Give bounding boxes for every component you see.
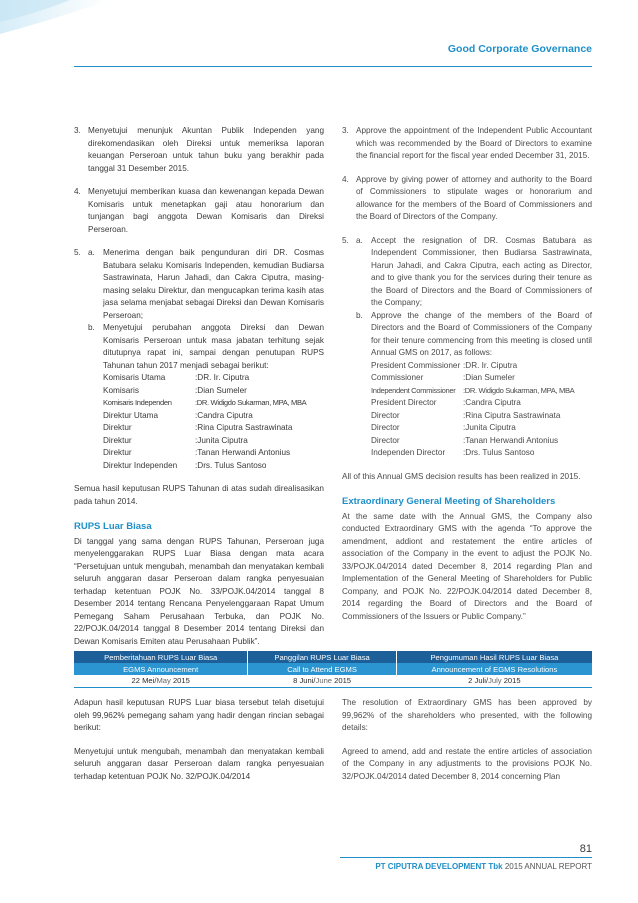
item-number: 3. [74,126,81,135]
date-month: Mei [142,676,155,686]
table-header-cell: Pengumuman Hasil RUPS Luar Biasa [396,651,592,663]
table-header-row [74,651,592,663]
company-name: PT CIPUTRA DEVELOPMENT Tbk [375,862,503,871]
left-column [74,125,324,648]
date-day: 8 [293,676,298,686]
roster-name: :Junita Ciputra [463,423,516,432]
roster-role: President Director [371,398,437,407]
sub-label: b. [356,310,363,320]
roster-name: :DR. Widigdo Sukarman, MPA, MBA [195,398,307,407]
roster-role: Independent Commissioner [371,385,456,395]
roster-role: Director [371,410,400,420]
roster-role: Direktur [103,423,132,432]
roster-row [103,435,324,448]
table-header-cell: Pemberitahuan RUPS Luar Biasa [74,651,248,663]
roster-role: Director [371,435,400,445]
sub-item-b [356,310,592,460]
roster-name: :Candra Ciputra [195,410,253,420]
resolution-detail: Agreed to amend, add and restate the entire articles of association of the Company in any adjustments to the provisions POJK No. 32/POJK.04/2014 dated December 8, 2014 concerning Plan [342,746,592,781]
sub-text: Approve the change of the members of the Board of Directors and the Board of Commissioners of the Company for their tenure commencing from this meeting is closed until Annual GMS on 2017, as follows: [371,310,592,357]
date-year: 2015 [334,676,352,686]
sub-text: Menyetujui perubahan anggota Direksi dan Dewan Komisaris Perseroan untuk masa jabatan terhitung sejak ditutupnya rapat ini, sampai dengan penutupan RUPS Tahunan tahun 2017 menjadi sebagai berikut: [103,323,324,370]
item-text: Menyetujui memberikan kuasa dan kewenangan kepada Dewan Komisaris untuk menetapkan gaji atau honorarium dan tunjangan bagi anggota Dewan Komisaris dan Direksi Perseroan. [88,187,324,234]
bottom-right-column [342,697,592,794]
date-year: 2015 [503,676,521,686]
roster-role: Direktur [103,448,132,457]
roster-name: :Rina Ciputra Sastrawinata [463,410,561,420]
list-item [74,125,324,175]
roster-name: :Drs. Tulus Santoso [195,460,267,470]
date-month: Juli [474,676,486,686]
table-cell: 8 Juni/June 2015 [248,675,396,687]
section-heading: Extraordinary General Meeting of Shareholders [342,496,556,507]
roster-role: Komisaris Independen [103,398,172,407]
roster-name: :Dian Sumeler [195,385,247,395]
roster-name: :DR. Ir. Ciputra [195,373,250,382]
roster-row [371,360,592,373]
roster-name: :Drs. Tulus Santoso [463,448,535,457]
table-header-cell: EGMS Announcement [74,663,248,675]
date-month: Juni [299,676,314,686]
item-number: 4. [342,174,349,184]
roster-role: Independen Director [371,448,446,457]
item-number: 4. [74,187,81,196]
date-day: 22 [131,676,140,686]
roster-name: :Dian Sumeler [463,373,515,382]
date-day: 2 [468,676,473,686]
roster-row [103,372,324,385]
table-cell: 22 Mei/May 2015 [74,675,248,687]
list-item [74,247,324,472]
table-header-row [74,663,592,675]
sub-label: a. [356,235,363,245]
table-header-cell: Announcement of EGMS Resolutions [396,663,592,675]
roster-row [371,435,592,448]
summary-text: Semua hasil keputusan RUPS Tahunan di atas sudah direalisasikan pada tahun 2014. [74,484,324,506]
roster-role: Komisaris [103,385,139,395]
roster-row [371,410,592,423]
date-month-en: May [156,676,171,686]
sub-label: b. [88,323,95,332]
roster-row [371,385,592,398]
roster-name: :Tanan Herwandi Antonius [463,435,559,445]
table-row [74,675,592,687]
item-number: 5. [74,248,81,257]
table-header-cell: Panggilan RUPS Luar Biasa [248,651,396,663]
item-text: Approve by giving power of attorney and authority to the Board of Commissioners to stipulate wages or honorarium and allowance for the members of the Board of Commissioners and the Board of Directors of the Company. [356,174,592,221]
sub-item-b [88,322,324,472]
roster-name: :Candra Ciputra [463,398,521,407]
sub-text: Accept the resignation of DR. Cosmas Batubara as Independent Commissioner, then Budiarsa Sastrawinata, Harun Jahadi, and Cakra Ciputra, each acting as Director, and to give thank you for the services during their tenure as the Board of Directors and the Board of Commissioners of the Company; [371,235,592,307]
section-heading: RUPS Luar Biasa [74,521,152,532]
roster-name: :DR. Widigdo Sukarman, MPA, MBA [463,385,575,395]
sub-item-a [356,235,592,310]
roster-role: Commissioner [371,373,424,382]
resolution-text: The resolution of Extraordinary GMS has been approved by 99,962% of the shareholders who presented, with the following details: [342,698,592,732]
sub-label: a. [88,248,95,257]
date-month-en: July [488,676,502,686]
page-number: 81 [579,843,592,855]
roster-role: Komisaris Utama [103,373,166,382]
roster-row [103,397,324,410]
item-number: 5. [342,235,349,245]
header-rule [74,66,592,67]
roster-name: :Tanan Herwandi Antonius [195,448,291,457]
egms-text: Di tanggal yang sama dengan RUPS Tahunan, Perseroan juga menyelenggarakan RUPS Luar Biasa dengan mata acara “Persetujuan untuk mengubah, menambah dan menyatakan kembali seluruh anggaran dasar Perseroan dalam rangka penyesuaian terhadap ketentuan POJK No. 33/POJK.04/2014 tanggal 8 Desember 2014 tentang Rencana Penyelenggaraan Rapat Umum Pemegang Saham Perusahaan Terbuka, dan POJK No. 22/POJK.04/2014 tanggal 8 Desember 2014 tentang Direksi dan Dewan Komisaris Emiten atau Perusahaan Publik”. [74,536,324,646]
sub-item-a [88,247,324,322]
resolution-detail: Menyetujui untuk mengubah, menambah dan menyatakan kembali seluruh anggaran dasar Perseroan dalam rangka penyesuaian terhadap ketentuan POJK No. 32/POJK.04/2014 [74,746,324,781]
board-roster [103,372,324,472]
roster-role: Direktur Independen [103,460,178,470]
roster-name: :Junita Ciputra [195,435,248,445]
resolution-text: Adapun hasil keputusan RUPS Luar biasa tersebut telah disetujui oleh 99,962% pemegang saham yang hadir dengan rincian sebagai berikut: [74,698,324,732]
roster-row [371,422,592,435]
sub-text: Menerima dengan baik pengunduran diri DR. Cosmas Batubara selaku Komisaris Independen, kemudian Budiarsa Sastrawinata, Harun Jahadi, dan Cakra Ciputra, masing-masing selaku Direktur, dan mengucapkan terima kasih atas jasa selama menjabat sebagai Direksi dan Dewan Komisaris Perseroan; [103,248,324,320]
roster-row [371,447,592,460]
table-cell: 2 Juli/July 2015 [396,675,592,687]
roster-row [103,385,324,398]
roster-row [103,410,324,423]
roster-name: :DR. Ir. Ciputra [463,360,518,370]
report-name: 2015 ANNUAL REPORT [504,862,592,871]
section-title: Good Corporate Governance [447,43,592,55]
roster-role: Director [371,423,400,432]
roster-name: :Rina Ciputra Sastrawinata [195,423,293,432]
date-year: 2015 [172,676,190,686]
list-item [342,235,592,460]
egms-text: At the same date with the Annual GMS, the Company also conducted Extraordinary GMS with the agenda “To approve the amendment, addiont and restatement the entire articles of association of the Company in the event to adjust the POJK No. 33/POJK.04/2014 dated December 8, 2014 regarding Plan and Implementation of the General Meeting of Shareholders for Public Company, and POJK No. 22/POJK.04/2014 dated December 8, 2014 regarding the Board of Directors and the Board of Commissioners of the Issuers or Public Company.” [342,511,592,621]
roster-row [103,447,324,460]
roster-role: Direktur [103,435,132,445]
footer [375,862,592,871]
roster-row [371,397,592,410]
roster-role: President Commissioner [371,360,461,370]
right-column [342,125,592,623]
board-roster [371,360,592,460]
egms-schedule-table [74,651,592,688]
item-text: Approve the appointment of the Independent Public Accountant which was recommended by the Board of Directors to examine the financial report for the fiscal year ended December 31, 2015. [356,126,592,160]
item-number: 3. [342,126,349,135]
item-5-body [356,235,592,460]
bottom-left-column [74,697,324,794]
item-text: Menyetujui menunjuk Akuntan Publik Independen yang direkomendasikan oleh Direksi untuk memeriksa laporan keuangan Perseroan untuk tahun buku yang berakhir pada tanggal 31 Desember 2015. [88,126,324,173]
footer-rule [340,857,592,858]
date-month-en: June [315,676,333,686]
roster-row [371,372,592,385]
corner-decoration [0,0,120,38]
summary-text: All of this Annual GMS decision results has been realized in 2015. [342,471,581,481]
item-5-body [88,247,324,472]
list-item [342,174,592,224]
roster-role: Direktur Utama [103,410,159,420]
table-header-cell: Call to Attend EGMS [248,663,396,675]
list-item [342,125,592,163]
roster-row [103,460,324,473]
list-item [74,186,324,236]
roster-row [103,422,324,435]
